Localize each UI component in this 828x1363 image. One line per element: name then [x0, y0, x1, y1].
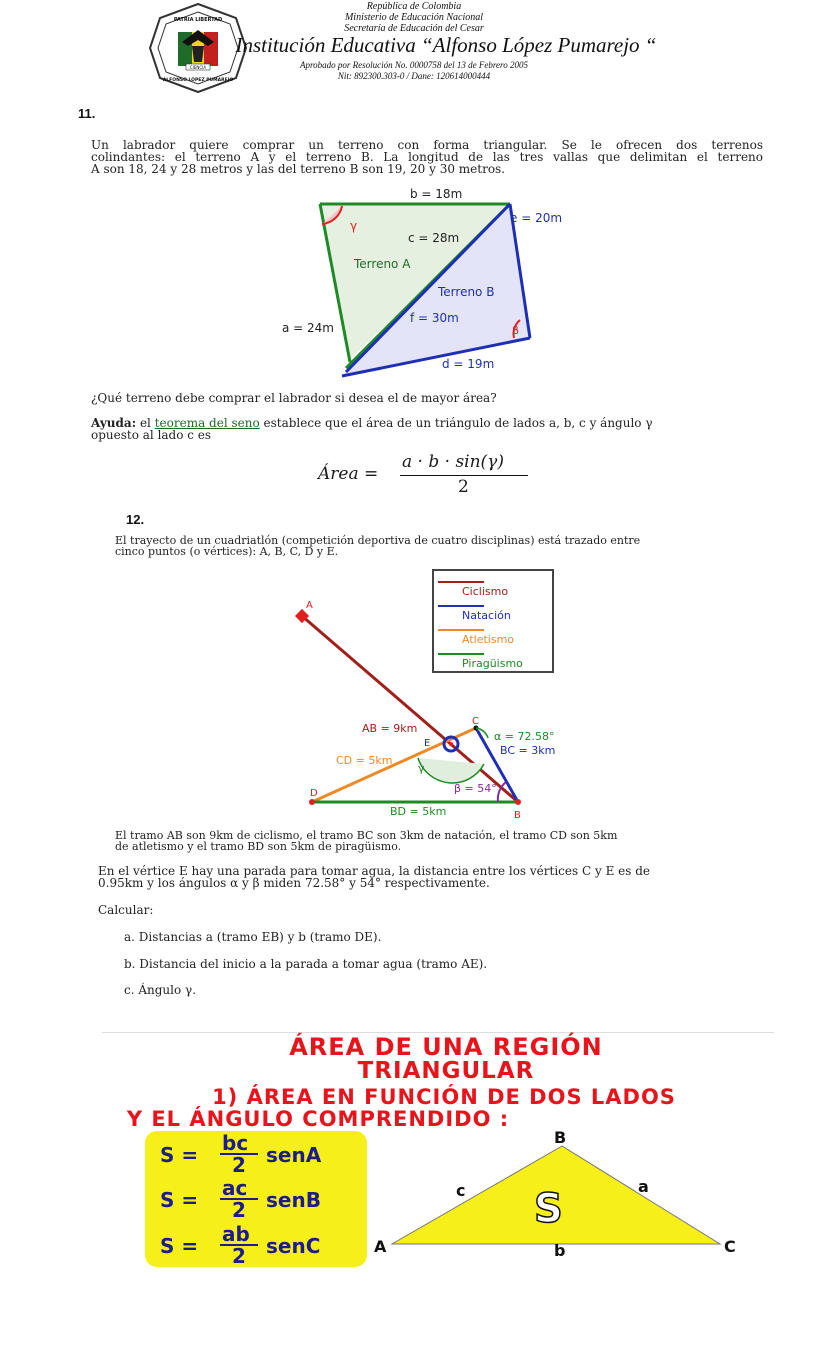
label-a: a = 24m — [282, 321, 334, 335]
terrain-figure — [270, 182, 590, 382]
q11-text-line3: A son 18, 24 y 28 metros y las del terreno B son 19, 20 y 30 metros. — [91, 162, 506, 176]
logo-bottom-text: ALFONSO LÓPEZ PUMAREJO — [162, 78, 234, 83]
formula-c-num: ab — [222, 1222, 250, 1246]
header-resolution: Aprobado por Resolución No. 0000758 del 13 de Febrero 2005 — [300, 60, 528, 70]
label-c: c = 28m — [408, 231, 460, 245]
legend-natacion: Natación — [462, 609, 511, 622]
tri-side-a: a — [638, 1177, 649, 1196]
q12-stop-line2: 0.95km y los ángulos α y β miden 72.58° y 54° respectivamente. — [98, 876, 490, 890]
logo-top-text: PATRIA LIBERTAD — [173, 17, 223, 23]
formula-a-s: S = — [160, 1143, 199, 1167]
label-f: f = 30m — [410, 311, 459, 325]
formula-c-s: S = — [160, 1234, 199, 1258]
q11-text-line2: colindantes: el terreno A y el terreno B. La longitud de las tres vallas que delimitan el terreno — [91, 150, 763, 164]
area-title-line1: ÁREA DE UNA REGIÓN — [289, 1033, 603, 1061]
q12-item-b: b. Distancia del inicio a la parada a tomar agua (tramo AE). — [124, 957, 488, 971]
q12-stop-line1: En el vértice E hay una parada para tomar agua, la distancia entre los vértices C y E es de — [98, 864, 650, 878]
label-terreno-b: Terreno B — [438, 285, 495, 299]
header-nit: Nit: 892300.303-0 / Dane: 120614000444 — [337, 71, 491, 81]
area-title-line2: TRIANGULAR — [357, 1058, 535, 1084]
help-label: Ayuda: — [91, 416, 137, 430]
tri-vertex-b: B — [554, 1130, 567, 1147]
formula-c-fn: senC — [266, 1234, 321, 1258]
formula-c-den: 2 — [232, 1244, 246, 1268]
tri-side-b: b — [554, 1241, 566, 1260]
vertex-c: C — [472, 716, 479, 727]
q11-text-line1: Un labrador quiere comprar un terreno con forma triangular. Se le ofrecen dos terrenos — [91, 138, 763, 152]
label-bd: BD = 5km — [390, 805, 447, 818]
q12-desc-line1: El tramo AB son 9km de ciclismo, el tramo BC son 3km de natación, el tramo CD son 5km — [115, 829, 618, 842]
q12-calc-label: Calcular: — [98, 903, 154, 917]
legend-atletismo: Atletismo — [462, 633, 515, 646]
header-secretary: Secretaría de Educación del Cesar — [344, 23, 484, 34]
legend-ciclismo: Ciclismo — [462, 585, 509, 598]
area-subtitle-line2: Y EL ÁNGULO COMPRENDIDO : — [126, 1107, 510, 1131]
tri-area-s: S — [534, 1186, 563, 1232]
triathlon-figure — [290, 596, 590, 824]
formula-numerator: a · b · sin(γ) — [402, 452, 504, 472]
q12-item-c: c. Ángulo γ. — [124, 983, 197, 997]
area-formula — [318, 452, 538, 500]
help-pre: el — [136, 416, 155, 430]
tri-side-c: c — [456, 1181, 466, 1200]
q12-item-a: a. Distancias a (tramo EB) y b (tramo DE). — [124, 930, 382, 944]
label-beta: β — [512, 324, 520, 337]
q12-intro-line2: cinco puntos (o vértices): A, B, C, D y E. — [115, 545, 339, 558]
formula-b — [160, 1178, 360, 1220]
logo-band-text: CIENCIA — [189, 65, 207, 70]
vertex-a: A — [306, 600, 313, 611]
help-post: establece que el área de un triángulo de lados a, b, c y ángulo γ — [259, 416, 653, 430]
formula-b-fn: senB — [266, 1188, 321, 1212]
header-ministry: Ministerio de Educación Nacional — [344, 12, 484, 23]
q11-question: ¿Qué terreno debe comprar el labrador si desea el de mayor área? — [91, 391, 497, 405]
formula-b-s: S = — [160, 1188, 199, 1212]
label-alpha: α = 72.58° — [494, 730, 555, 743]
formula-b-den: 2 — [232, 1198, 246, 1222]
label-gamma: γ — [350, 219, 358, 233]
header-institution: Institución Educativa “Alfonso López Pumarejo “ — [235, 33, 657, 57]
legend-piraguismo: Piragüismo — [462, 657, 523, 670]
header-republic: República de Colombia — [366, 1, 462, 12]
area-subtitle-line1: 1) ÁREA EN FUNCIÓN DE DOS LADOS — [212, 1085, 676, 1109]
label-gamma: γ — [418, 762, 425, 775]
vertex-e: E — [424, 738, 431, 749]
label-ab: AB = 9km — [362, 722, 418, 735]
label-beta: β = 54° — [454, 782, 497, 795]
vertex-b: B — [514, 810, 521, 821]
formula-a-num: bc — [222, 1131, 249, 1155]
label-cd: CD = 5km — [336, 754, 393, 767]
formula-a-fn: senA — [266, 1143, 322, 1167]
label-e: e = 20m — [510, 211, 563, 225]
question-11-number: 11. — [78, 106, 96, 121]
sine-theorem-link[interactable]: teorema del seno — [154, 416, 260, 430]
formula-lhs: Área = — [318, 464, 379, 484]
tri-vertex-a: A — [374, 1237, 387, 1256]
question-12-number: 12. — [126, 512, 145, 527]
formula-b-num: ac — [222, 1176, 248, 1200]
vertex-d: D — [310, 788, 318, 799]
q12-intro-line1: El trayecto de un cuadriatlón (competición deportiva de cuatro disciplinas) está trazado entre — [115, 534, 641, 547]
formula-c — [160, 1224, 360, 1266]
label-b: b = 18m — [410, 187, 463, 201]
label-bc: BC = 3km — [500, 744, 556, 757]
label-terreno-a: Terreno A — [354, 257, 411, 271]
formula-a-den: 2 — [232, 1153, 246, 1177]
formula-a — [160, 1133, 360, 1175]
tri-vertex-c: C — [724, 1237, 736, 1256]
formula-denominator: 2 — [458, 477, 469, 497]
yellow-triangle-figure — [372, 1130, 752, 1260]
label-d: d = 19m — [442, 357, 495, 371]
q12-desc-line2: de atletismo y el tramo BD son 5km de piragüismo. — [115, 840, 402, 853]
q11-help-line2: opuesto al lado c es — [91, 428, 212, 442]
